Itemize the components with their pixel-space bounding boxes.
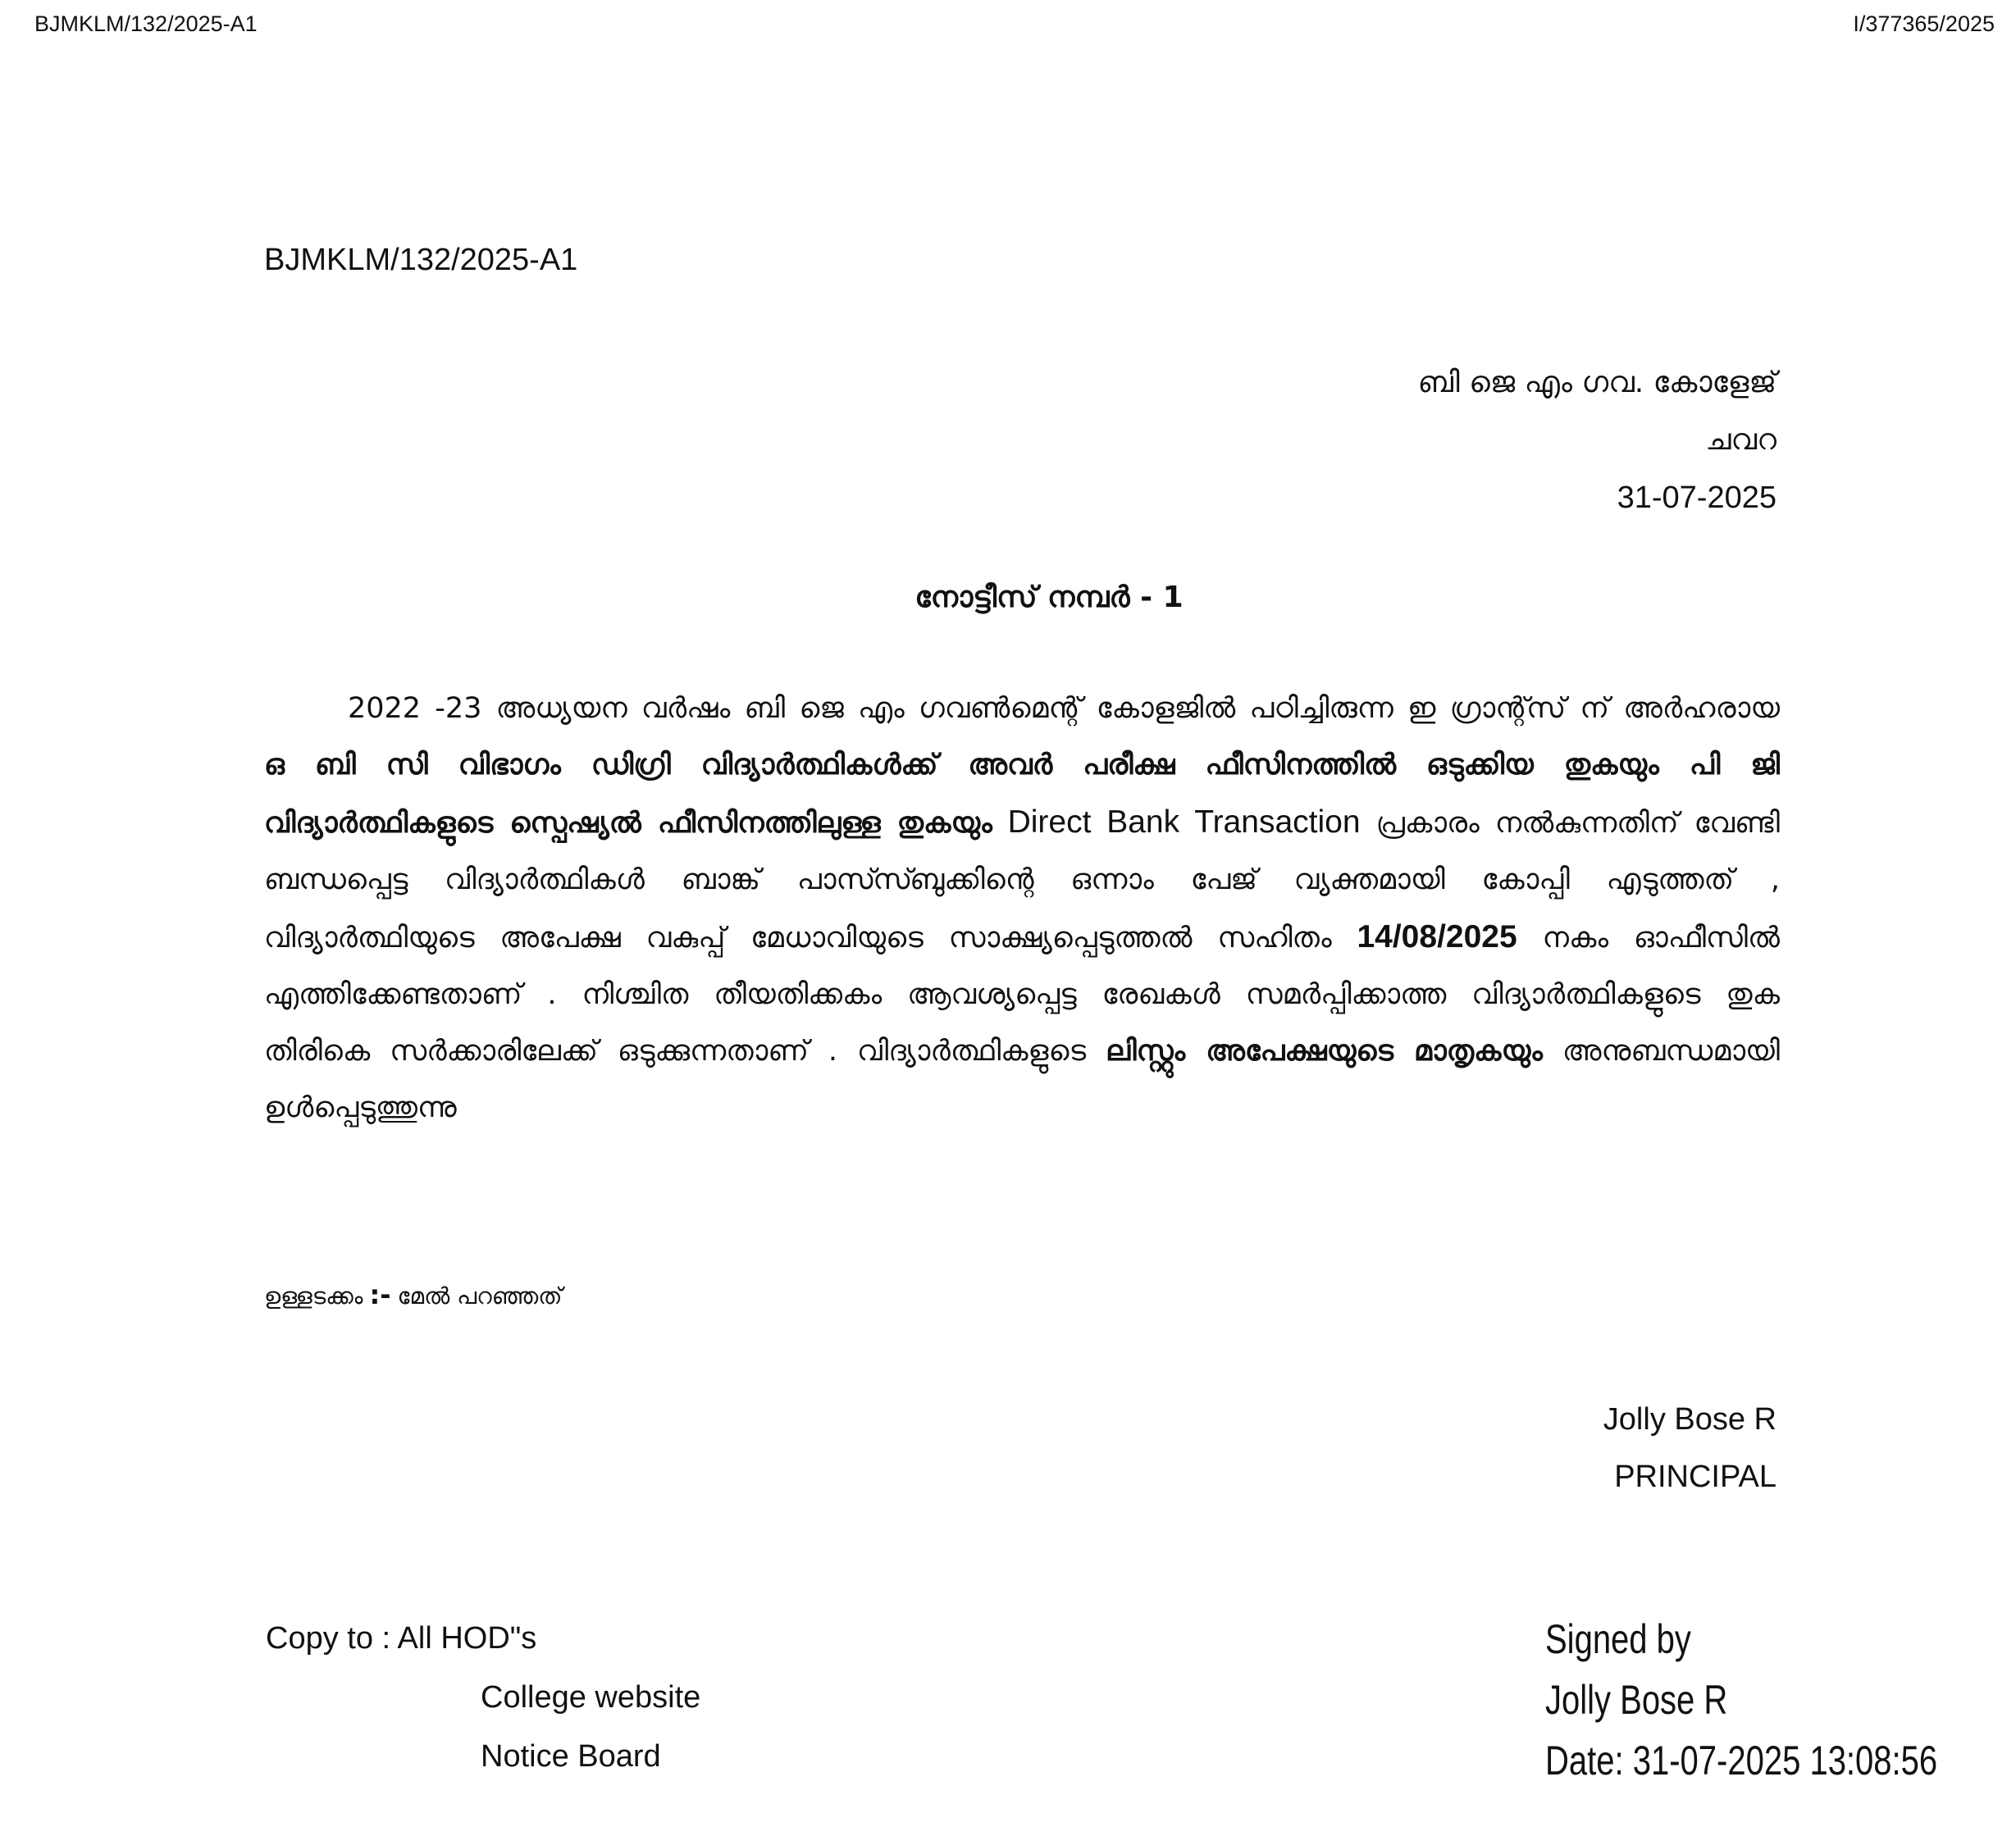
body-part-4: അനുബന്ധമായി ഉൾപ്പെടുത്തുന്നു [264,1035,1780,1124]
copy-to-item: Notice Board [481,1739,661,1774]
college-place: ചവറ [1705,423,1777,457]
body-part-3: നകം ഓഫീസിൽ എത്തിക്കേണ്ടതാണ് . നിശ്ചിത തീയതിക്കകം ആവശ്യപ്പെട്ട രേഖകൾ സമർപ്പിക്കാത്ത വിദ്യാർത്ഥികളുടെ തുക തിരികെ സർക്കാരിലേക്ക് ഒടുക്കുന്നതാണ് . വിദ്യാർത്ഥികളുടെ [264,922,1780,1068]
notice-date: 31-07-2025 [1617,481,1777,515]
signatory-designation: PRINCIPAL [1614,1460,1777,1494]
body-part-1: 2022 -23 അധ്യയന വർഷം ബി ജെ എം ഗവൺമെന്റ് കോളജിൽ പഠിച്ചിരുന്ന ഇ ഗ്രാന്റ്സ് ന് അർഹരായ [348,692,1780,725]
digital-signature-block [1545,1609,1937,1791]
signatory-name: Jolly Bose R [1603,1402,1777,1437]
signatory-block [1603,1391,1777,1506]
notice-title-text: നോട്ടീസ് നമ്പർ - 1 [914,581,1184,614]
body-bold-3: ലിസ്റ്റും അപേക്ഷയുടെ മാതൃകയും [1106,1035,1543,1068]
copy-to-item: College website [481,1680,701,1715]
copy-to-block [266,1609,700,1786]
header-left-reference: BJMKLM/132/2025-A1 [34,11,258,36]
notice-title [0,581,2016,615]
enclosure-label: ഉള്ളടക്കം [264,1282,363,1310]
file-reference-number: BJMKLM/132/2025-A1 [264,243,578,277]
college-name: ബി ജെ എം ഗവ. കോളേജ് [1417,366,1777,399]
enclosure-value: മേൽ പറഞ്ഞത് [397,1282,563,1310]
body-bold-1: ഒ ബി സി വിഭാഗം ഡിഗ്രി വിദ്യാർത്ഥികൾക്ക് അവർ പരീക്ഷ ഫീസിനത്തിൽ ഒടുക്കിയ തുകയും പി ജി വിദ്യാർത്ഥികളുടെ സ്പെഷ്യൽ ഫീസിനത്തിലുള്ള തുകയും [264,749,1780,840]
college-address-block [1418,354,1777,526]
copy-to-label: Copy to : All HOD"s [266,1621,537,1656]
digital-signature-line: Signed by [1545,1616,1691,1662]
body-part-2: പ്രകാരം നൽകുന്നതിന് വേണ്ടി ബന്ധപ്പെട്ട വിദ്യാർത്ഥികൾ ബാങ്ക് പാസ്സ്ബുക്കിന്റെ ഒന്നാം പേജ് വ്യക്തമായി കോപ്പി എടുത്തത് , വിദ്യാർത്ഥിയുടെ അപേക്ഷ വകുപ്പ് മേധാവിയുടെ സാക്ഷ്യപ്പെടുത്തൽ സഹിതം [264,807,1780,954]
digital-signature-name: Jolly Bose R [1545,1677,1728,1723]
enclosure-separator: :- [369,1279,391,1310]
body-latin-1: Direct Bank Transaction [992,804,1361,840]
body-deadline-date: 14/08/2025 [1357,919,1517,954]
enclosure-line [264,1279,562,1310]
digital-signature-date: Date: 31-07-2025 13:08:56 [1545,1738,1938,1784]
header-right-reference: I/377365/2025 [1853,11,1995,36]
notice-body [264,681,1780,1137]
